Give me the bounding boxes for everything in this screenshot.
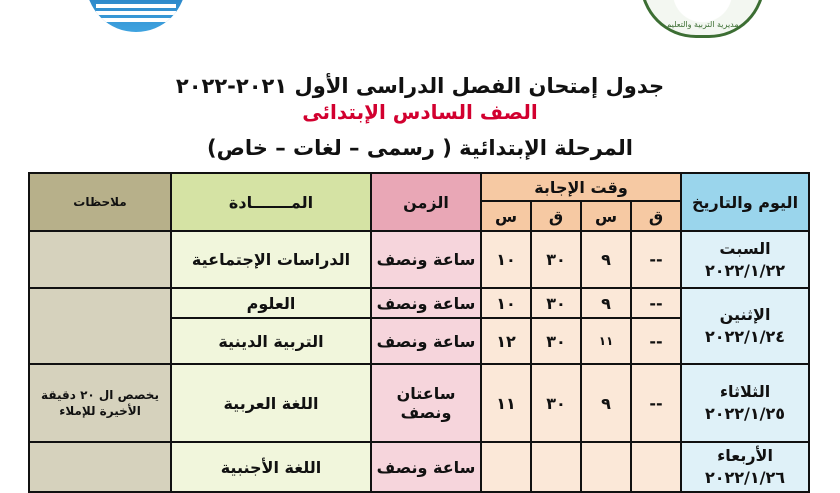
header-s: س xyxy=(481,201,531,231)
to-minute: ٣٠ xyxy=(531,231,581,288)
to-hour: ١٢ xyxy=(481,318,531,364)
subject-cell: العلوم xyxy=(171,288,371,318)
notes-cell xyxy=(29,231,171,288)
subject-cell: التربية الدينية xyxy=(171,318,371,364)
stage-title: المرحلة الإبتدائية ( رسمى – لغات – خاص) xyxy=(207,136,633,160)
duration-cell: ساعة ونصف xyxy=(371,231,481,288)
table-row xyxy=(29,231,809,288)
from-hour: ٩ xyxy=(581,364,631,442)
blue-logo xyxy=(86,0,186,32)
from-minute: -- xyxy=(631,364,681,442)
header-duration: الزمن xyxy=(371,173,481,231)
from-minute: -- xyxy=(631,231,681,288)
from-minute: -- xyxy=(631,288,681,318)
to-hour: ١٠ xyxy=(481,288,531,318)
duration-cell: ساعتان ونصف xyxy=(371,364,481,442)
exam-schedule-table xyxy=(28,172,810,493)
to-minute: ٣٠ xyxy=(531,318,581,364)
table-row xyxy=(29,442,809,492)
duration-cell: ساعة ونصف xyxy=(371,318,481,364)
notes-cell xyxy=(29,288,171,364)
to-minute xyxy=(531,442,581,492)
header-q: ق xyxy=(531,201,581,231)
grade-title: الصف السادس الإبتدائى xyxy=(302,100,538,124)
from-hour: ١١ xyxy=(581,318,631,364)
from-hour xyxy=(581,442,631,492)
subject-cell: اللغة الأجنبية xyxy=(171,442,371,492)
seal-text: مديرية التربية والتعليم xyxy=(666,20,739,29)
to-hour: ١١ xyxy=(481,364,531,442)
from-minute xyxy=(631,442,681,492)
duration-cell: ساعة ونصف xyxy=(371,442,481,492)
subject-cell: اللغة العربية xyxy=(171,364,371,442)
to-hour: ١٠ xyxy=(481,231,531,288)
duration-cell: ساعة ونصف xyxy=(371,288,481,318)
table-row xyxy=(29,288,809,318)
laurel-seal xyxy=(640,0,765,38)
to-hour xyxy=(481,442,531,492)
subject-cell: الدراسات الإجتماعية xyxy=(171,231,371,288)
header-s: س xyxy=(581,201,631,231)
header-subject: المـــــــادة xyxy=(171,173,371,231)
day-cell: الثلاثاء ٢٠٢٢/١/٢٥ xyxy=(681,364,809,442)
header-time: وقت الإجابة xyxy=(481,173,681,201)
day-cell: الإثنين ٢٠٢٢/١/٢٤ xyxy=(681,288,809,364)
header-day: اليوم والتاريخ xyxy=(681,173,809,231)
notes-cell xyxy=(29,442,171,492)
day-cell: السبت ٢٠٢٢/١/٢٢ xyxy=(681,231,809,288)
to-minute: ٣٠ xyxy=(531,364,581,442)
day-cell: الأربعاء ٢٠٢٢/١/٢٦ xyxy=(681,442,809,492)
from-hour: ٩ xyxy=(581,231,631,288)
from-hour: ٩ xyxy=(581,288,631,318)
notes-cell: يخصص ال ٢٠ دقيقة الأخيرة للإملاء xyxy=(29,364,171,442)
table-row xyxy=(29,364,809,442)
from-minute: -- xyxy=(631,318,681,364)
to-minute: ٣٠ xyxy=(531,288,581,318)
page-title: جدول إمتحان الفصل الدراسى الأول ٢٠٢١-٢٠٢٢ xyxy=(175,74,665,98)
header-notes: ملاحظات xyxy=(29,173,171,231)
header-q: ق xyxy=(631,201,681,231)
